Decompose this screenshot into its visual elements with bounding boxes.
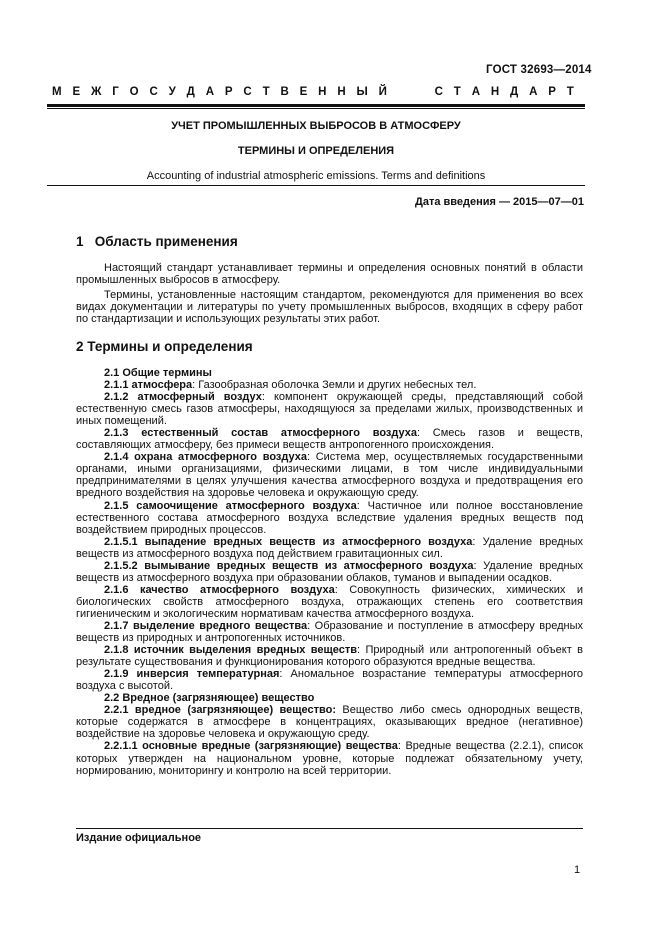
paragraph-text: Настоящий стандарт устанавливает термины и определения основных понятий в области промышленных выбросов в атмосферу. (76, 262, 583, 286)
banner-letter: Р (548, 86, 556, 98)
term-entry (76, 427, 583, 451)
banner-letter: А (205, 86, 215, 98)
term-definition: : Система мер, осуществляемых государственными органами, иными организациями, физическими лицами, в том числе индивидуальными предпринимателями в целях улучшения качества атмосферного воздуха и предотвращения его вредного воздействия на здоровье человека и окружающую среду. (76, 451, 583, 500)
banner-letter: Й (378, 86, 387, 98)
banner-letter: О (129, 86, 139, 98)
banner-letter: Д (186, 86, 195, 98)
banner-letter: Ж (90, 86, 102, 98)
banner-letter: Н (337, 86, 346, 98)
banner-letter: С (243, 86, 252, 98)
header-rule-thick (47, 104, 585, 107)
document-subtitle: ТЕРМИНЫ И ОПРЕДЕЛЕНИЯ (237, 145, 395, 157)
term-name: 2.1.8 источник выделения вредных веществ (104, 644, 357, 657)
term-entry (76, 560, 583, 584)
term-name: 2.1.5 самоочищение атмосферного воздуха (104, 499, 357, 512)
introduction-date: Дата введения — 2015—07—01 (415, 196, 584, 208)
banner-word-gap (398, 86, 424, 98)
header-rule-thin (47, 108, 585, 109)
term-name: 2.1.2 атмосферный воздух (104, 391, 262, 404)
banner-letter: С (149, 86, 158, 98)
term-name: 2.2.1 вредное (загрязняющее) вещество: (104, 704, 337, 717)
term-entry (76, 668, 583, 692)
term-entry (76, 740, 583, 776)
english-title: Accounting of industrial atmospheric emissions. Terms and definitions (146, 170, 486, 182)
term-definition: : Природный или антропогенный объект в результате существования и функционирования которого образуются вредные вещества. (76, 644, 583, 669)
term-name: 2.1.3 естественный состав атмосферного воздуха (104, 427, 417, 440)
term-entry (76, 391, 583, 427)
banner-letter: А (529, 86, 538, 98)
banner-letter: Ы (356, 86, 368, 98)
term-definition: : Вредные вещества (2.2.1), список которых утвержден на национальном уровне, которые подлежат обязательному учету, нормированию, мониторингу и контролю на всей территории. (76, 740, 583, 777)
term-entry (76, 500, 583, 536)
official-edition-label: Издание официальное (76, 832, 202, 844)
section-1-heading: 1 Область применения (76, 234, 238, 249)
banner-letter: В (280, 86, 289, 98)
banner-letter: Е (299, 86, 308, 98)
term-entry (76, 379, 583, 391)
term-name: 2.1.9 инверсия температурная (104, 668, 280, 681)
term-definition: : Смесь газов и веществ, составляющих атмосферу, без примеси веществ антропогенного происхождения. (76, 427, 583, 452)
document-title: УЧЕТ ПРОМЫШЛЕННЫХ ВЫБРОСОВ В АТМОСФЕРУ (171, 120, 461, 132)
banner-letter: Д (510, 86, 519, 98)
term-definition: : Удаление вредных веществ из атмосферного воздуха при образовании облаков, туманов и выпадении осадков. (76, 559, 583, 584)
banner-letter: Е (72, 86, 81, 98)
term-definition: : Удаление вредных веществ из атмосферного воздуха под действием гравитационных сил. (76, 535, 583, 560)
term-definition: : компонент окружающей среды, представляющий собой естественную смесь газов атмосферы, находящуюся за пределами жилых, производственных и иных помещений. (76, 391, 584, 428)
interstate-standard-banner (52, 86, 574, 98)
term-entry (76, 644, 583, 668)
term-entry (76, 704, 583, 740)
term-entry (76, 620, 583, 644)
term-entry (76, 367, 583, 379)
banner-letter: Т (453, 86, 461, 98)
banner-letter: Р (224, 86, 233, 98)
term-entry (76, 692, 583, 704)
banner-letter: Н (490, 86, 500, 98)
term-definition: Вещество либо смесь однородных веществ, которые содержатся в атмосфере в концентрациях, оказывающих вредное (негативное) воздействие на здоровье человека и окружающую среду. (76, 704, 583, 741)
banner-letter: А (471, 86, 480, 98)
term-entry (76, 451, 583, 499)
term-entry (76, 536, 583, 560)
term-definition: : Совокупность физических, химических и биологических свойств атмосферного воздуха, отражающих степень его соответствия гигиеническим и экологическим нормативам качества атмосферного воздуха. (76, 583, 583, 620)
term-name: 2.2 Вредное (загрязняющее) вещество (104, 692, 315, 705)
section-2-heading: 2 Термины и определения (76, 339, 253, 354)
term-name: 2.1.4 охрана атмосферного воздуха (104, 451, 307, 464)
banner-letter: Т (566, 86, 574, 98)
title-rule (47, 185, 585, 186)
term-name: 2.2.1.1 основные вредные (загрязняющие) вещества (104, 740, 398, 753)
term-entry (76, 584, 583, 620)
banner-letter: М (52, 86, 62, 98)
term-definition: : Аномальное возрастание температуры атмосферного воздуха с высотой. (76, 668, 584, 693)
term-definition: : Газообразная оболочка Земли и других небесных тел. (192, 379, 477, 392)
banner-letter: У (168, 86, 176, 98)
term-name: 2.1.7 выделение вредного вещества (104, 619, 308, 632)
section-1-paragraph-2 (76, 290, 583, 325)
footer-rule (76, 828, 583, 829)
term-name: 2.1.1 атмосфера (104, 379, 193, 392)
section-1-paragraph-1 (76, 263, 583, 287)
term-definition: : Образование и поступление в атмосферу вредных веществ из природных и антропогенных источников. (76, 619, 583, 645)
banner-letter: Н (318, 86, 327, 98)
term-name: 2.1 Общие термины (104, 367, 212, 379)
banner-letter: Г (112, 86, 119, 98)
terms-list (76, 367, 583, 777)
term-name: 2.1.5.1 выпадение вредных веществ из атмосферного воздуха (104, 535, 473, 548)
term-name: 2.1.5.2 вымывание вредных веществ из атмосферного воздуха (104, 559, 474, 572)
standard-code: ГОСТ 32693—2014 (486, 64, 592, 76)
page-number: 1 (574, 864, 581, 876)
term-definition: : Частичное или полное восстановление естественного состава атмосферного воздуха вследствие удаления вредных веществ под воздействием природных процессов. (76, 499, 583, 536)
paragraph-text: Термины, установленные настоящим стандартом, рекомендуются для применения во всех видах документации и литературы по учету промышленных выбросов, входящих в сферу работ по стандартизации и использующих результаты этих работ. (76, 289, 583, 325)
banner-letter: С (434, 86, 443, 98)
term-name: 2.1.6 качество атмосферного воздуха (104, 583, 335, 596)
banner-letter: Т (262, 86, 270, 98)
